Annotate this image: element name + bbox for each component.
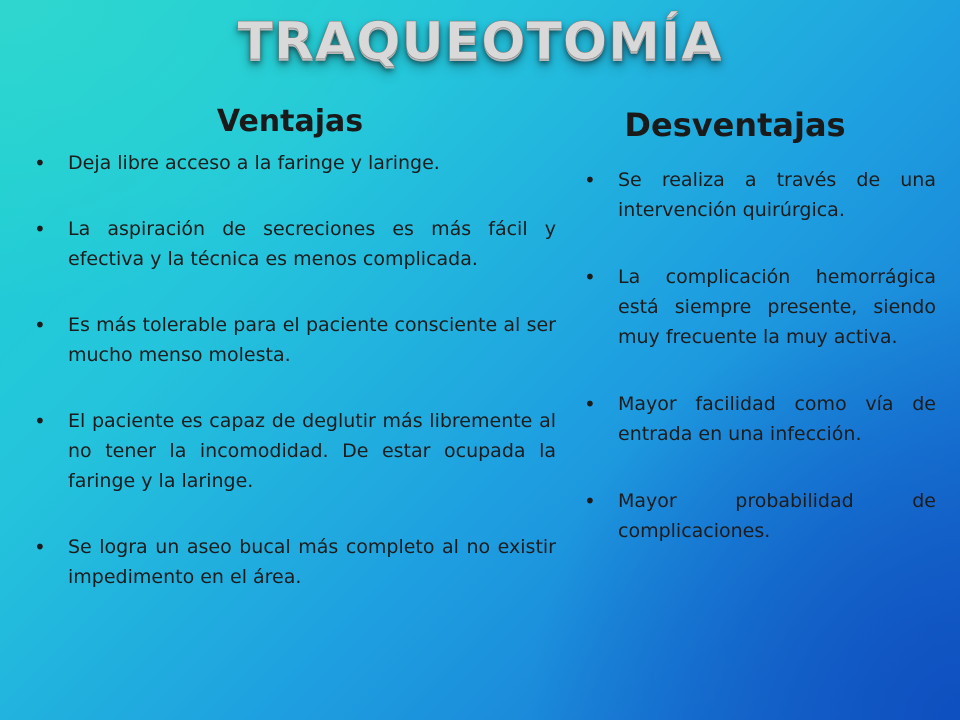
bullet-icon: • — [34, 409, 46, 433]
ventajas-item — [34, 406, 556, 496]
desventajas-list — [584, 165, 936, 583]
ventajas-item — [34, 532, 556, 592]
desventajas-item-text: Mayor probabilidad de complicaciones. — [618, 490, 936, 542]
ventajas-item-text: La aspiración de secreciones es más fácil y efectiva y la técnica es menos complicada. — [68, 218, 556, 270]
ventajas-item-text: Deja libre acceso a la faringe y laringe. — [68, 152, 440, 174]
desventajas-item — [584, 165, 936, 225]
ventajas-heading: Ventajas — [216, 104, 364, 139]
slide-title: TRAQUEOTOMÍA — [237, 12, 723, 72]
ventajas-item-text: Se logra un aseo bucal más completo al no existir impedimento en el área. — [68, 536, 556, 588]
bullet-icon: • — [34, 535, 46, 559]
bullet-icon: • — [34, 313, 46, 337]
desventajas-item — [584, 389, 936, 449]
bullet-icon: • — [584, 489, 596, 513]
desventajas-item-text: Se realiza a través de una intervención quirúrgica. — [618, 169, 936, 221]
desventajas-item — [584, 486, 936, 546]
ventajas-list — [34, 148, 556, 628]
desventajas-item — [584, 262, 936, 352]
ventajas-item — [34, 214, 556, 274]
ventajas-item — [34, 148, 556, 178]
bullet-icon: • — [34, 217, 46, 241]
ventajas-item-text: El paciente es capaz de deglutir más libremente al no tener la incomodidad. De estar ocupada la faringe y la laringe. — [68, 410, 556, 492]
desventajas-item-text: La complicación hemorrágica está siempre presente, siendo muy frecuente la muy activa. — [618, 266, 936, 348]
bullet-icon: • — [584, 265, 596, 289]
ventajas-item — [34, 310, 556, 370]
bullet-icon: • — [584, 392, 596, 416]
ventajas-item-text: Es más tolerable para el paciente consciente al ser mucho menso molesta. — [68, 314, 556, 366]
desventajas-item-text: Mayor facilidad como vía de entrada en una infección. — [618, 393, 936, 445]
bullet-icon: • — [584, 168, 596, 192]
bullet-icon: • — [34, 151, 46, 175]
desventajas-heading: Desventajas — [624, 106, 846, 144]
